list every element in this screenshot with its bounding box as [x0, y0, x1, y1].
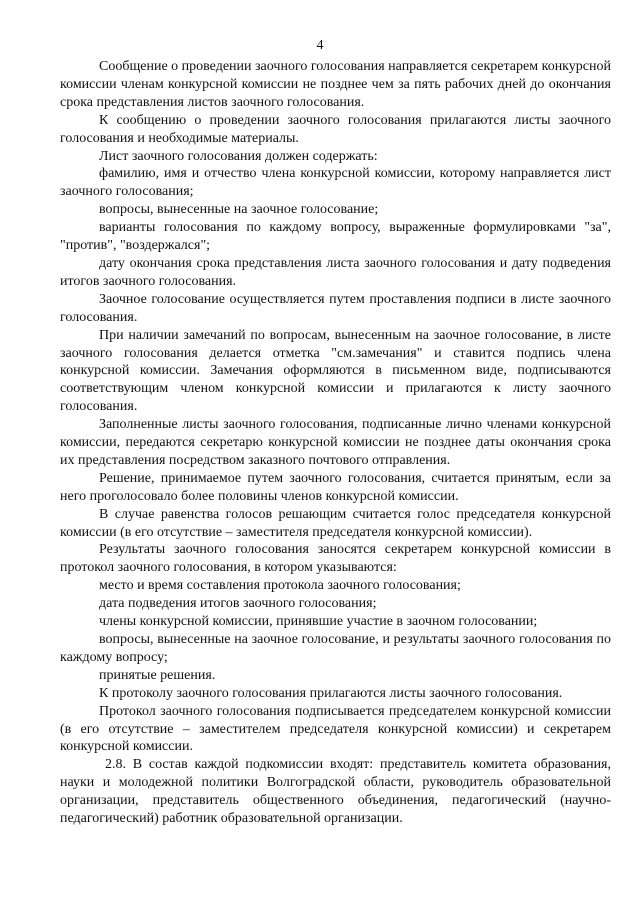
paragraph-results: Результаты заочного голосования заносятся секретарем конкурсной комиссии в протокол заочного голосования, в котором указываются:: [60, 542, 611, 576]
paragraph-decision: Решение, принимаемое путем заочного голосования, считается принятым, если за него проголосовало более половины членов конкурсной комиссии.: [60, 470, 611, 504]
paragraph-remarks: При наличии замечаний по вопросам, вынесенным на заочное голосование, в листе заочного голосования делается отметка "см.замечания" и ставится подпись члена конкурсной комиссии. Замечания оформляются в письменном виде, подписываются соответствующим членом конкурсной комиссии и прилагаются к листу заочного голосования.: [60, 327, 611, 415]
paragraph-protocol-attachments: К протоколу заочного голосования прилагаются листы заочного голосования.: [99, 685, 563, 701]
list-item-place-time: место и время составления протокола заочного голосования;: [99, 578, 461, 594]
list-item-questions: вопросы, вынесенные на заочное голосование;: [99, 202, 379, 218]
list-item-member-name: фамилию, имя и отчество члена конкурсной комиссии, которому направляется лист заочного голосования;: [60, 166, 611, 200]
paragraph-notice: Сообщение о проведении заочного голосования направляется секретарем конкурсной комиссии членам конкурсной комиссии не позднее чем за пять рабочих дней до окончания срока представления листов заочного голосования.: [60, 59, 611, 110]
document-body: [60, 58, 611, 828]
paragraph-completed-sheets: Заполненные листы заочного голосования, подписанные лично членами конкурсной комиссии, передаются секретарю конкурсной комиссии не позднее даты окончания срока их представления посредством заказного почтового отправления.: [60, 417, 611, 468]
paragraph-protocol-signing: Протокол заочного голосования подписывается председателем конкурсной комиссии (в его отсутствие – заместителем председателя конкурсной комиссии) и секретарем конкурсной комиссии.: [60, 703, 611, 755]
list-item-deadline: дату окончания срока представления листа заочного голосования и дату подведения итогов заочного голосования.: [60, 255, 611, 289]
paragraph-section-2-8: 2.8. В состав каждой подкомиссии входят: представитель комитета образования, науки и молодежной политики Волгоградской области, руководитель образовательной организации, представитель общественного объединения, педагогический (научно-педагогический) работник образовательной организации.: [60, 757, 611, 827]
list-item-question-results: вопросы, вынесенные на заочное голосование, и результаты заочного голосования по каждому вопросу;: [60, 632, 611, 665]
paragraph-attachments: К сообщению о проведении заочного голосования прилагаются листы заочного голосования и необходимые материалы.: [60, 112, 611, 146]
page-number: 4: [316, 38, 324, 53]
list-item-summary-date: дата подведения итогов заочного голосования;: [99, 596, 377, 612]
list-item-decisions: принятые решения.: [99, 667, 216, 683]
paragraph-signature: Заочное голосование осуществляется путем проставления подписи в листе заочного голосования.: [60, 291, 611, 325]
paragraph-tie: В случае равенства голосов решающим считается голос председателя конкурсной комиссии (в его отсутствие – заместителя председателя конкурсной комиссии).: [60, 506, 611, 540]
paragraph-sheet-contents: Лист заочного голосования должен содержать:: [99, 148, 378, 164]
list-item-participants: члены конкурсной комиссии, принявшие участие в заочном голосовании;: [99, 614, 538, 630]
list-item-vote-options: варианты голосования по каждому вопросу, выраженные формулировками "за", "против", "воздержался";: [60, 220, 611, 254]
